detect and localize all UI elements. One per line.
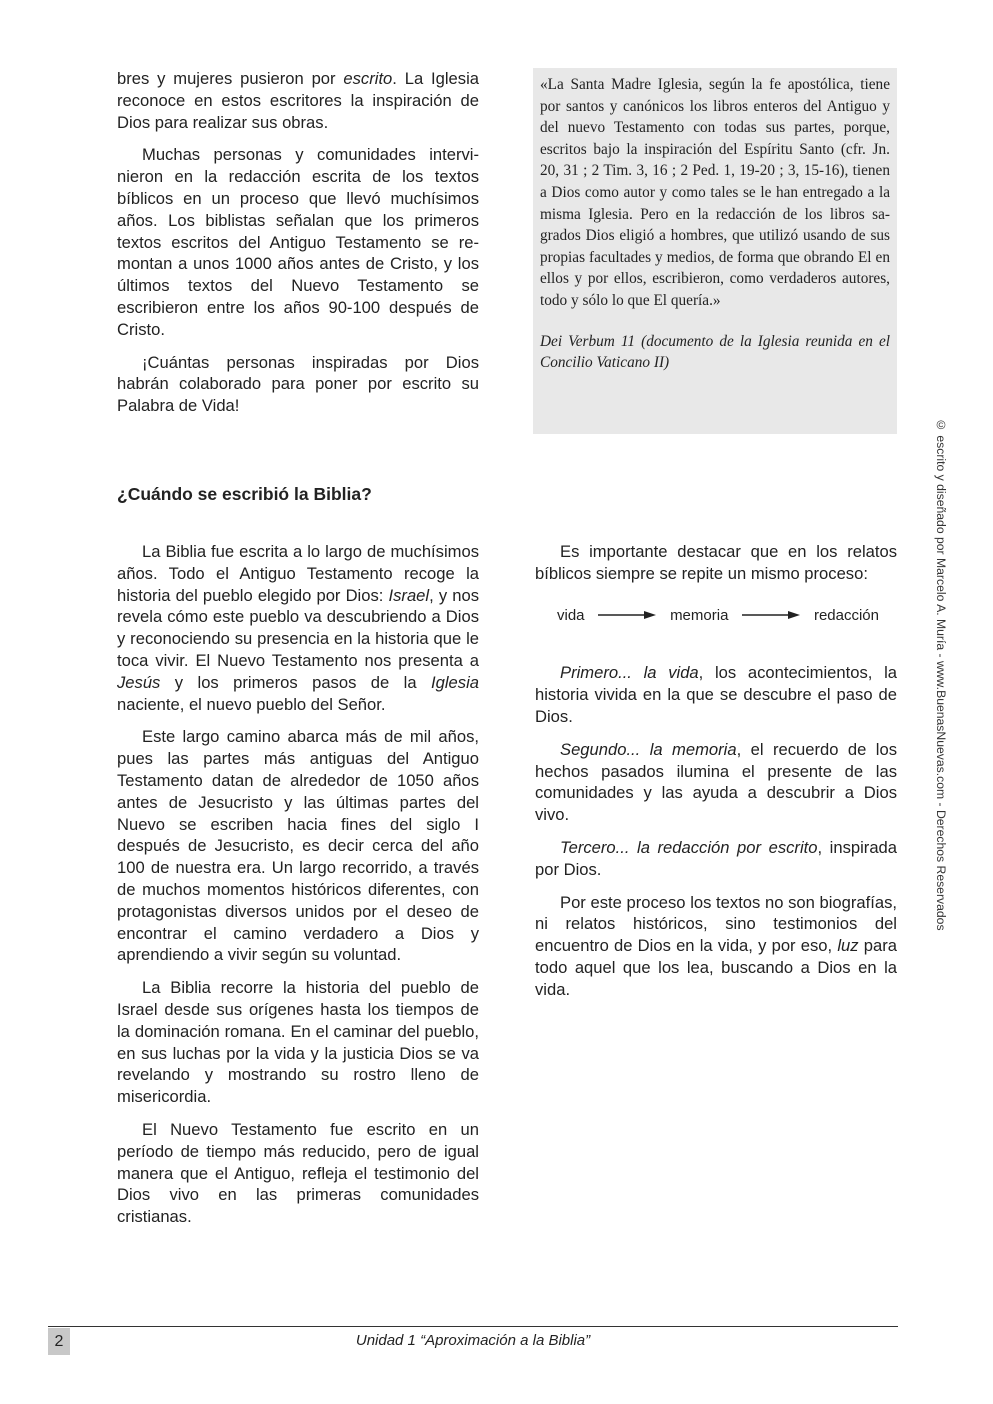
process-flow bbox=[557, 605, 879, 627]
footer-title: Unidad 1 “Aproximación a la Biblia” bbox=[355, 1332, 591, 1349]
copyright-sidebar: © escrito y diseñado por Marcelo A. Muría - www.BuenasNuevas.com - Derechos Reservados bbox=[934, 418, 948, 931]
emphasis: luz bbox=[837, 936, 859, 956]
page-number: 2 bbox=[48, 1328, 70, 1355]
paragraph: La Biblia fue escrita a lo largo de muchísimos años. Todo el Antiguo Testamento recoge la historia del pueblo elegido por Dios: Israel, y nos revela cómo este pueblo va descubriendo a Dios y reconociendo su presencia en la historia que le toca vivir. El Nuevo Testamento nos presenta a Jesús y los primeros pasos de la Iglesia naciente, el nuevo pueblo del Señor. bbox=[117, 542, 479, 714]
emphasis: Iglesia bbox=[431, 672, 479, 692]
paragraph: Tercero... la redacción por escrito, inspirada por Dios. bbox=[535, 837, 898, 879]
flow-step-memoria: memoria bbox=[670, 606, 729, 624]
bottom-right-column bbox=[535, 541, 897, 1012]
paragraph: Es importante destacar que en los relatos bíblicos siempre se repite un mismo proceso: bbox=[535, 542, 897, 583]
quote-box bbox=[533, 68, 897, 434]
paragraph: El Nuevo Testamento fue escrito en un período de tiempo más reducido, pero de igual manera que el Antiguo, refleja el testimonio del Dios vivo en las primeras comunidades cristianas. bbox=[117, 1119, 479, 1227]
top-left-column bbox=[117, 68, 479, 428]
emphasis: escrito bbox=[343, 69, 393, 88]
emphasis: Israel bbox=[388, 585, 430, 605]
paragraph: Por este proceso los textos no son biografías, ni relatos históricos, sino testimonios del encuentro de Dios en la vida, y por eso, luz para todo aquel que los lea, buscando a Dios en la vida. bbox=[535, 892, 897, 999]
flow-step-vida: vida bbox=[557, 606, 585, 624]
paragraph: Segundo... la memoria, el recuerdo de los hechos pasados ilumina el presente de las comunidades y las ayuda a descubrir a Dios vivo. bbox=[535, 739, 897, 825]
emphasis: Tercero... la redacción por escrito bbox=[560, 837, 818, 857]
emphasis: Primero... la vida bbox=[560, 663, 699, 683]
paragraph: La Biblia recorre la historia del pueblo de Israel desde sus orígenes hasta los tiempos de la dominación romana. En el caminar del pueblo, en sus luchas por la vida y la justicia Dios se va revelando y mostrando su rostro lleno de misericordia. bbox=[117, 978, 479, 1107]
paragraph: bres y mujeres pusieron por escrito. La Iglesia reconoce en estos escritores la inspiración de Dios para realizar sus obras. bbox=[117, 69, 479, 132]
bottom-left-column bbox=[117, 541, 479, 1239]
emphasis: Jesús bbox=[117, 672, 161, 692]
arrow-right-icon bbox=[742, 610, 800, 620]
quote-text: «La Santa Madre Iglesia, según la fe apostólica, tiene por santos y canónicos los libros enteros del Antiguo y del nuevo Testamento con todas sus partes, porque, escritos bajo la inspiración del Espíritu Santo (cfr. Jn. 20, 31 ; 2 Tim. 3, 16 ; 2 Ped. 1, 19-20 ; 3, 15-16), tienen a Dios como autor y como tales se le han entregado a la misma Iglesia. Pero en la redacción de los libros sagrados Dios eligió a hombres, que utilizó usando de sus propias facultades y medios, de forma que obrando El en ellos y por ellos, escribieron, como verdaderos autores, todo y sólo lo que El quería.» bbox=[540, 76, 890, 309]
paragraph: ¡Cuántas personas inspiradas por Dios habrán colaborado para poner por escrito su Palabra de Vida! bbox=[117, 352, 479, 416]
paragraph: Este largo camino abarca más de mil años, pues las partes más antiguas del Antiguo Testamento datan de alrededor de 1050 años antes de Jesucristo y las últimas partes del Nuevo se escriben hacia fines del siglo I después de Jesucristo, es decir cerca del año 100 de nuestra era. Un largo recorrido, a través de muchos momentos históricos diferentes, con protagonistas diversos unidos por el deseo de encontrar el camino verdadero a Dios y aprendiendo a vivir según su voluntad. bbox=[117, 727, 479, 965]
flow-step-redaccion: redacción bbox=[813, 606, 879, 624]
emphasis: Segundo... la memoria bbox=[560, 739, 737, 759]
paragraph: Primero... la vida, los acontecimientos, la historia vivida en la que se descubre el paso de Dios. bbox=[535, 663, 897, 726]
section-heading: ¿Cuándo se escribió la Biblia? bbox=[117, 484, 372, 504]
quote-source: Dei Verbum 11 (documento de la Iglesia reunida en el Concilio Vaticano II) bbox=[540, 332, 890, 372]
footer-divider bbox=[48, 1326, 898, 1327]
arrow-right-icon bbox=[598, 610, 656, 620]
paragraph: Muchas personas y comunidades intervinieron en la redacción escrita de los textos bíblicos en un proceso que llevó muchísimos años. Los biblistas señalan que los primeros textos escritos del Antiguo Testamento se remontan a unos 1000 años antes de Cristo, y los últimos textos del Nuevo Testamento se escribieron entre los años 90-100 después de Cristo. bbox=[117, 145, 479, 339]
